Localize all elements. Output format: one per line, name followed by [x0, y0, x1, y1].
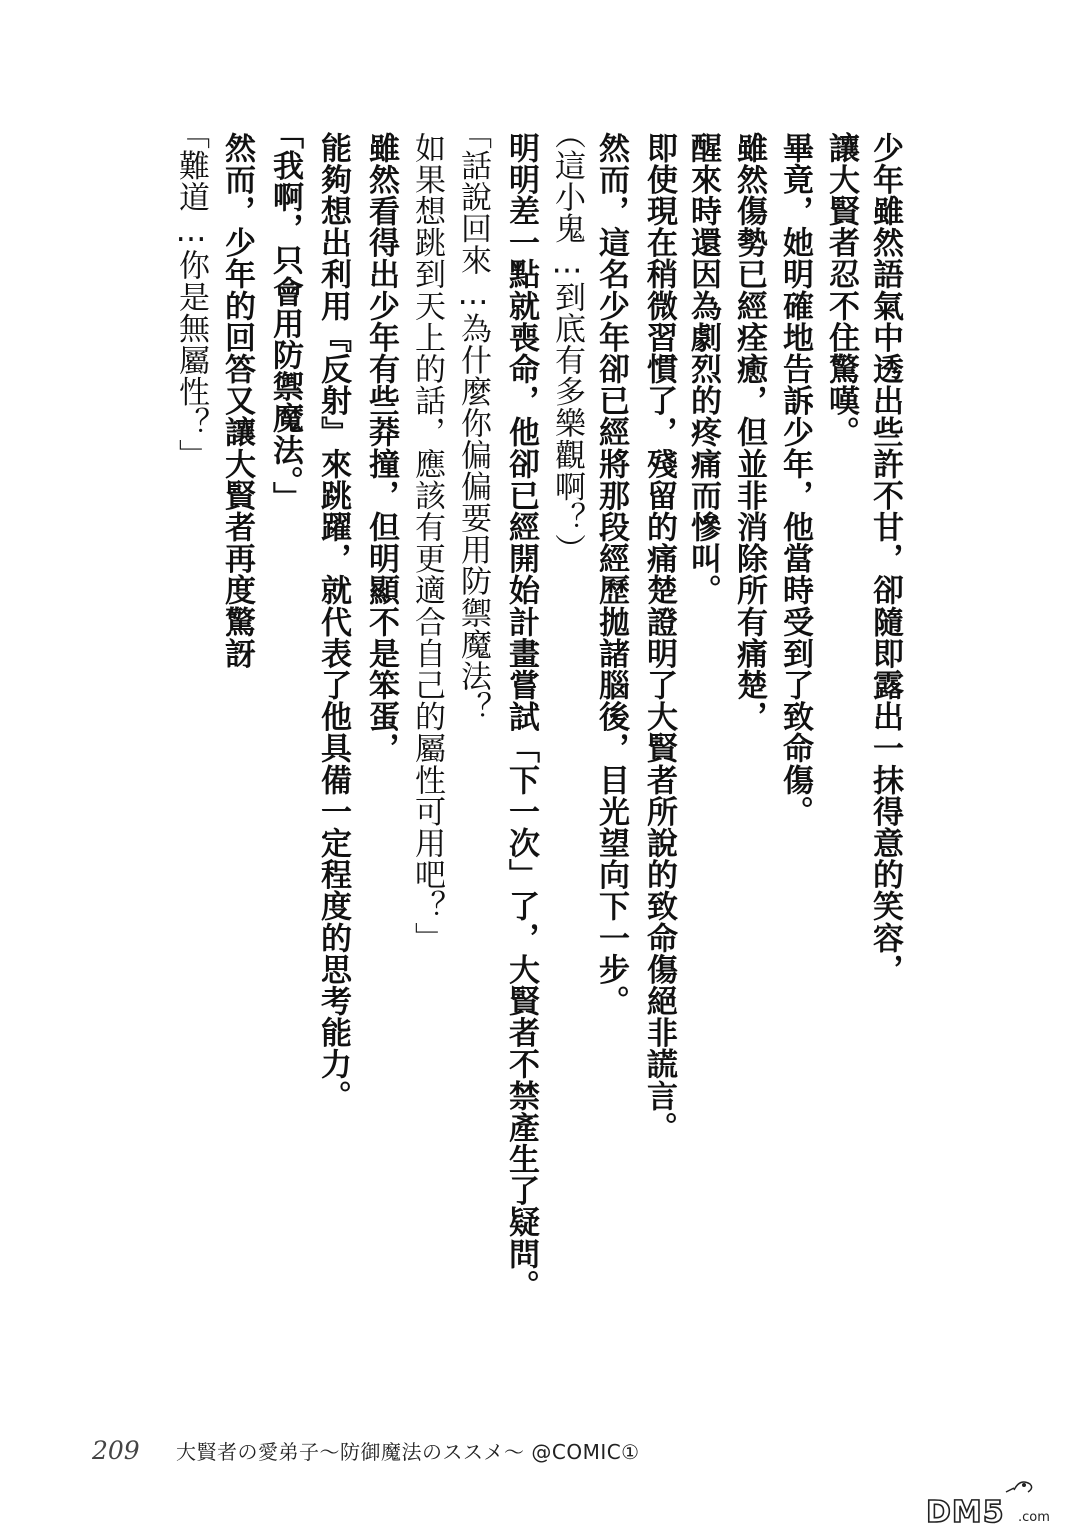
text-column-1: 少年雖然語氣中透出些許不甘，卻隨即露出一抹得意的笑容，: [867, 132, 903, 986]
watermark-suffix: .com: [1018, 1510, 1050, 1525]
page-footer: [92, 1430, 640, 1470]
text-column-10: 「話說回來…為什麼你偏偏要用防禦魔法？: [455, 118, 491, 724]
text-column-8: （這小鬼…到底有多樂觀啊？）: [549, 118, 585, 566]
text-column-6: 即使現在稍微習慣了，殘留的痛楚證明了大賢者所說的致命傷絕非謊言。: [641, 132, 677, 1144]
text-column-3: 畢竟，她明確地告訴少年，他當時受到了致命傷。: [777, 132, 813, 828]
text-column-9: 明明差一點就喪命，他卻已經開始計畫嘗試「下一次」了，大賢者不禁產生了疑問。: [503, 132, 539, 1302]
text-column-13: 能夠想出利用『反射』來跳躍，就代表了他具備一定程度的思考能力。: [315, 132, 351, 1112]
page-number: 209: [92, 1435, 140, 1465]
text-column-11: 如果想跳到天上的話，應該有更適合自己的屬性可用吧？」: [409, 132, 445, 954]
dm5-logo-icon: [922, 1476, 1072, 1528]
text-column-2: 讓大賢者忍不住驚嘆。: [823, 132, 859, 448]
watermark-text: DM5: [926, 1495, 1005, 1528]
book-title: 大賢者の愛弟子～防御魔法のススメ～ @COMIC①: [176, 1439, 640, 1464]
text-column-12: 雖然看得出少年有些莽撞，但明顯不是笨蛋，: [363, 132, 399, 764]
text-column-14: 「我啊，只會用防禦魔法。」: [267, 118, 303, 514]
text-column-5: 醒來時還因為劇烈的疼痛而慘叫。: [685, 132, 721, 606]
dm5-watermark: [922, 1476, 1072, 1528]
text-column-7: 然而，這名少年卻已經將那段經歷拋諸腦後，目光望向下一步。: [593, 132, 629, 1017]
text-column-15: 然而，少年的回答又讓大賢者再度驚訝: [219, 132, 255, 670]
text-column-4: 雖然傷勢已經痊癒，但並非消除所有痛楚，: [731, 132, 767, 733]
text-column-16: 「難道…你是無屬性？」: [173, 118, 209, 471]
